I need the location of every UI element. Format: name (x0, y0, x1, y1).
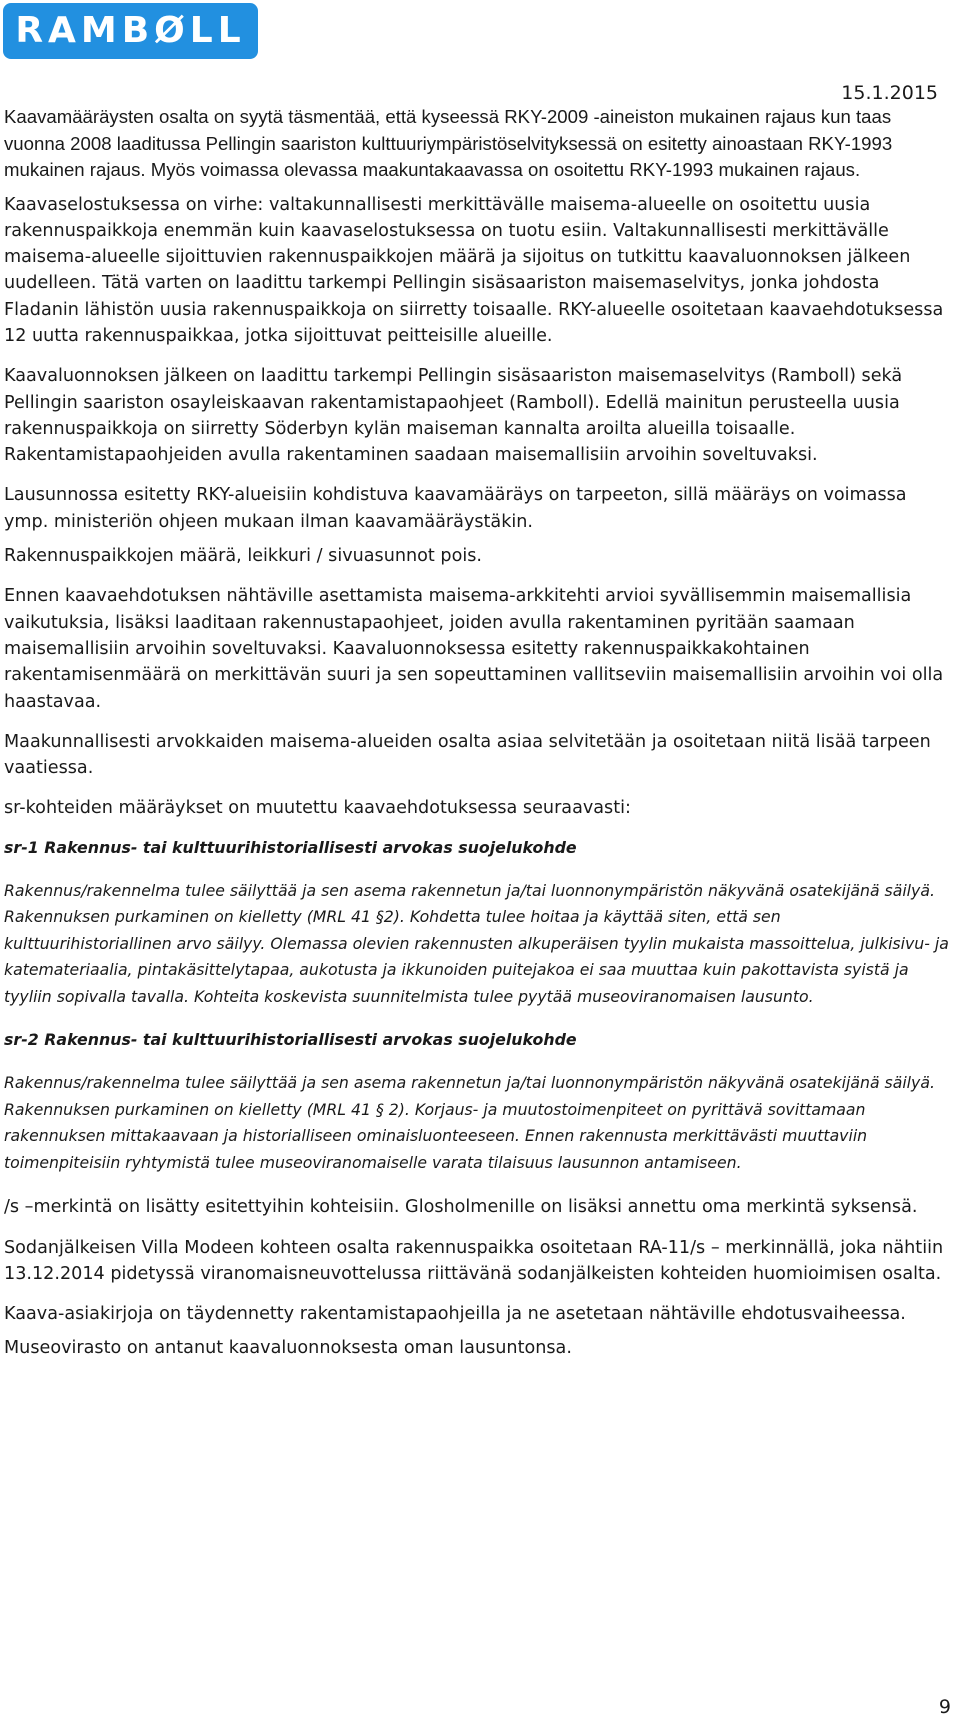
ramboll-logo: RAMBØLL (3, 3, 258, 59)
paragraph: Ennen kaavaehdotuksen nähtäville asettamista maisema-arkkitehti arvioi syvällisemmin maisemallisia vaikutuksia, lisäksi laaditaan rakennustapaohjeet, joiden avulla rakentaminen pyritään saamaan maisemallisiin arvoihin soveltuvaksi. Kaavaluonnoksessa esitetty rakennuspaikkakohtainen rakentamisenmäärä on merkittävän suuri ja sen sopeuttaminen vallitseviin maisemallisiin arvoihin voi olla haastavaa. (4, 586, 944, 712)
sr2-regulation: Rakennus/rakennelma tulee säilyttää ja sen asema rakennetun ja/tai luonnonympäristön näkyvänä osatekijänä säilyä. Rakennuksen purkaminen on kielletty (MRL 41 § 2). Korjaus- ja muutostoimenpiteet on pyrittävä sovittamaan rakennuksen mittakaavaan ja historialliseen ominaisluonteeseen. Ennen rakennusta merkittävästi muuttaviin toimenpiteisiin ryhtymistä tulee museoviranomaiselle varata tilaisuus lausunnon antamiseen. (4, 1073, 935, 1172)
document-date: 15.1.2015 (841, 82, 938, 104)
paragraph: Sodanjälkeisen Villa Modeen kohteen osalta rakennuspaikka osoitetaan RA-11/s – merkinnällä, joka nähtiin 13.12.2014 pidetyssä viranomaisneuvottelussa riittävänä sodanjälkeisten kohteiden huomioimisen osalta. (4, 1237, 944, 1284)
paragraph: Rakennuspaikkojen määrä, leikkuri / sivuasunnot pois. (4, 546, 483, 567)
paragraph: Kaavaluonnoksen jälkeen on laadittu tarkempi Pellingin sisäsaariston maisemaselvitys (Ramboll) sekä Pellingin saariston osayleiskaavan rakentamistapaohjeet (Ramboll). Edellä mainitun perusteella uusia rakennuspaikkoja on siirretty Söderbyn kylän maiseman kannalta aroilta alueilla toisaalle. Rakentamistapaohjeiden avulla rakentaminen saadaan maisemallisiin arvoihin soveltuvaksi. (4, 366, 903, 466)
paragraph: Kaavamääräysten osalta on syytä täsmentää, että kyseessä RKY-2009 -aineiston mukainen rajaus kun taas vuonna 2008 laaditussa Pellingin saariston kulttuuriympäristöselvityksessä on esitetty ainoastaan RKY-1993 mukainen rajaus. Myös voimassa olevassa maakuntakaavassa on osoitettu RKY-1993 mukainen rajaus. (4, 106, 893, 180)
paragraph: Kaavaselostuksessa on virhe: valtakunnallisesti merkittävälle maisema-alueelle on osoitettu uusia rakennuspaikkoja enemmän kuin kaavaselostuksessa on tuotu esiin. Valtakunnallisesti merkittävälle maisema-alueelle sijoittuvien rakennuspaikkojen määrä ja sijoitus on tutkittu kaavaluonnoksen jälkeen uudelleen. Tätä varten on laadittu tarkempi Pellingin sisäsaariston maisemaselvitys, jonka johdosta Fladanin lähistön uusia rakennuspaikkoja on siirretty toisaalle. RKY-alueelle osoitetaan kaavaehdotuksessa 12 uutta rakennuspaikkaa, jotka sijoittuvat peitteisille alueille. (4, 194, 944, 346)
page-number: 9 (938, 1696, 951, 1718)
sr2-heading: sr-2 Rakennus- tai kulttuurihistoriallisesti arvokas suojelukohde (4, 1030, 577, 1050)
sr1-regulation: Rakennus/rakennelma tulee säilyttää ja sen asema rakennetun ja/tai luonnonympäristön näkyvänä osatekijänä säilyä. Rakennuksen purkaminen on kielletty (MRL 41 §2). Kohdetta tulee hoitaa ja käyttää siten, että sen kulttuurihistoriallinen arvo säilyy. Olemassa olevien rakennusten alkuperäisen tyylin mukaista massoittelua, julkisivu- ja katemateriaalia, pintakäsittelytapaa, aukotusta ja ikkunoiden puitejakoa ei saa muuttaa kuin pakottavista syistä ja tyyliin sopivalla tavalla. Kohteita koskevista suunnitelmista tulee pyytää museoviranomaisen lausunto. (4, 880, 949, 1006)
document-body (4, 104, 951, 1376)
paragraph: Kaava-asiakirjoja on täydennetty rakentamistapaohjeilla ja ne asetetaan nähtäville ehdotusvaiheessa. (4, 1304, 906, 1325)
paragraph: sr-kohteiden määräykset on muutettu kaavaehdotuksessa seuraavasti: (4, 798, 631, 819)
paragraph: /s –merkintä on lisätty esitettyihin kohteisiin. Glosholmenille on lisäksi annettu oma merkintä syksensä. (4, 1197, 918, 1218)
paragraph: Lausunnossa esitetty RKY-alueisiin kohdistuva kaavamääräys on tarpeeton, sillä määräys on voimassa ymp. ministeriön ohjeen mukaan ilman kaavamääräystäkin. (4, 485, 907, 532)
paragraph: Maakunnallisesti arvokkaiden maisema-alueiden osalta asiaa selvitetään ja osoitetaan niitä lisää tarpeen vaatiessa. (4, 731, 931, 779)
paragraph: Museovirasto on antanut kaavaluonnoksesta oman lausuntonsa. (4, 1338, 572, 1359)
sr1-heading: sr-1 Rakennus- tai kulttuurihistoriallisesti arvokas suojelukohde (4, 837, 577, 857)
